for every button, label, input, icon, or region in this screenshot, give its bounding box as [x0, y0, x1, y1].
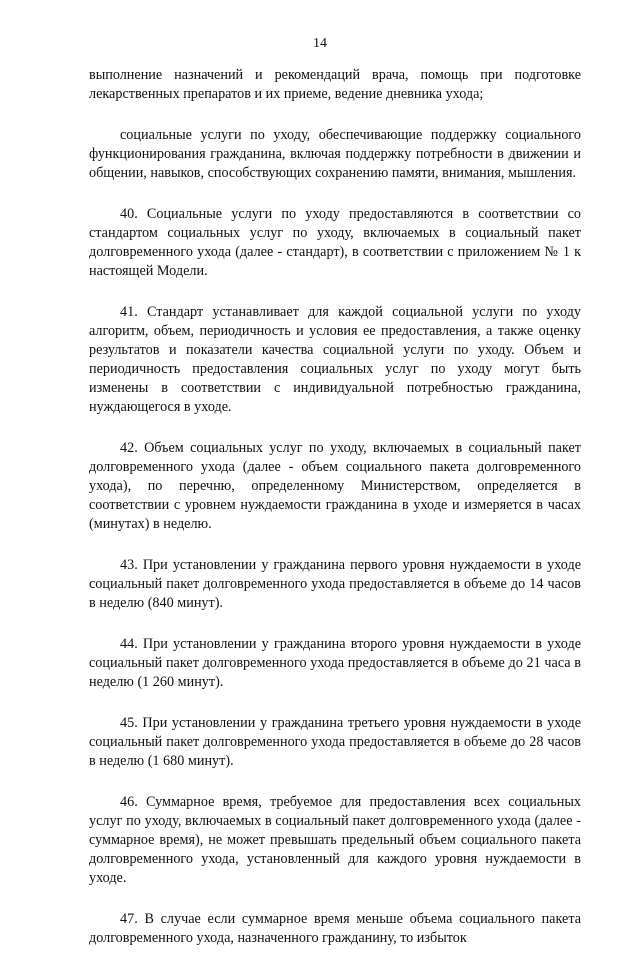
paragraph-46: 46. Суммарное время, требуемое для предоставления всех социальных услуг по уходу, включаемых в социальный пакет долговременного ухода (далее - суммарное время), не может превышать предельный объем социального пакета долговременного ухода, установленный для каждого уровня нуждаемости в уходе. — [89, 794, 581, 886]
paragraph-41: 41. Стандарт устанавливает для каждой социальной услуги по уходу алгоритм, объем, периодичность и условия ее предоставления, а также оценку результатов и показатели качества социальной услуги по уходу. Объем и периодичность предоставления социальных услуг по уходу могут быть изменены в соответствии с индивидуальной потребностью гражданина, нуждающегося в уходе. — [89, 304, 581, 415]
paragraph-42: 42. Объем социальных услуг по уходу, включаемых в социальный пакет долговременного ухода (далее - объем социального пакета долговременного ухода), по перечню, определенному Министерством, определяется в соответствии с уровнем нуждаемости гражданина в уходе и измеряется в часах (минутах) в неделю. — [89, 440, 581, 532]
paragraph-44: 44. При установлении у гражданина второго уровня нуждаемости в уходе социальный пакет долговременного ухода предоставляется в объеме до 21 часа в неделю (1 260 минут). — [89, 636, 581, 690]
paragraph-social-functioning: социальные услуги по уходу, обеспечивающие поддержку социального функционирования гражданина, включая поддержку потребности в движении и общении, навыков, способствующих сохранению памяти, внимания, мышления. — [89, 127, 581, 181]
paragraph-continuation: выполнение назначений и рекомендаций врача, помощь при подготовке лекарственных препаратов и их приеме, ведение дневника ухода; — [89, 67, 581, 102]
paragraph-43: 43. При установлении у гражданина первого уровня нуждаемости в уходе социальный пакет долговременного ухода предоставляется в объеме до 14 часов в неделю (840 минут). — [89, 557, 581, 611]
paragraph-45: 45. При установлении у гражданина третьего уровня нуждаемости в уходе социальный пакет долговременного ухода предоставляется в объеме до 28 часов в неделю (1 680 минут). — [89, 715, 581, 769]
paragraph-47: 47. В случае если суммарное время меньше объема социального пакета долговременного ухода, назначенного гражданину, то избыток — [89, 911, 581, 946]
page-number: 14 — [313, 36, 327, 51]
paragraph-40: 40. Социальные услуги по уходу предоставляются в соответствии со стандартом социальных услуг по уходу, включаемых в социальный пакет долговременного ухода (далее - стандарт), в соответствии с приложением № 1 к настоящей Модели. — [89, 206, 581, 279]
document-body — [89, 66, 581, 968]
